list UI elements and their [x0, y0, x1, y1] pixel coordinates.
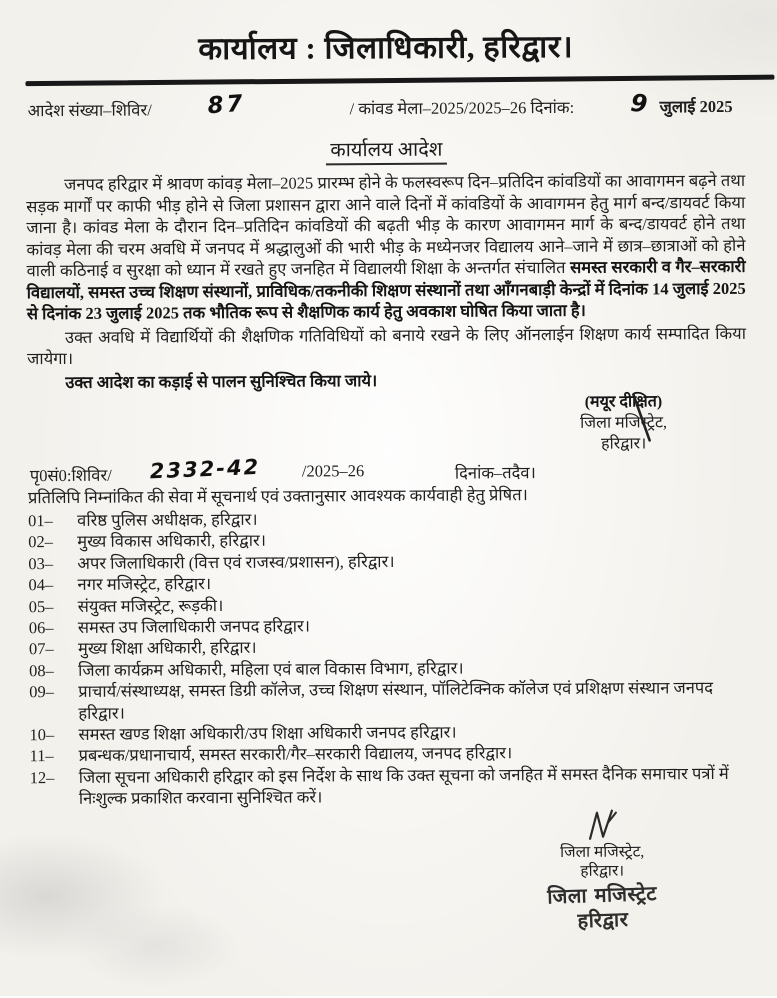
recipient-number: 03– — [28, 553, 54, 574]
recipient-text: नगर मजिस्ट्रेट, हरिद्वार। — [77, 574, 212, 595]
recipient-text: जिला कार्यक्रम अधिकारी, महिला एवं बाल विकास विभाग, हरिद्वार। — [77, 658, 464, 680]
signatory-name: (मयूर दीक्षित) — [584, 393, 663, 411]
signatory-place: हरिद्वार। — [601, 435, 647, 453]
recipient-row — [29, 677, 752, 724]
signatory-title: जिला मजिस्ट्रेट, — [580, 414, 668, 432]
recipient-number: 01– — [28, 511, 53, 531]
office-header-title: कार्यालय : जिलाधिकारी, हरिद्वार। — [198, 28, 574, 67]
recipient-text: प्राचार्य/संस्थाध्यक्ष, समस्त डिग्री कॉलेज, उच्च शिक्षण संस्थान, पॉलिटेक्निक कॉलेज एवं प्रशिक्षण संस्थान जनपद हरिद्वार। — [78, 678, 714, 723]
recipient-number: 10– — [29, 725, 55, 745]
recipient-text: समस्त उप जिलाधिकारी जनपद हरिद्वार। — [77, 616, 311, 637]
handwritten-date-day: 9 — [629, 88, 649, 119]
recipient-number: 02– — [28, 532, 54, 552]
compliance-paragraph: उक्त आदेश का कड़ाई से पालन सुनिश्चित किया जाये। — [65, 370, 378, 392]
reference-number-line — [0, 454, 777, 487]
recipient-number: 05– — [28, 596, 54, 616]
recipient-number: 12– — [29, 767, 55, 788]
recipient-text: संयुक्त मजिस्ट्रेट, रूड़की। — [77, 595, 224, 616]
signatory-block — [518, 391, 728, 455]
recipient-number: 06– — [28, 618, 54, 638]
recipient-text: मुख्य शिक्षा अधिकारी, हरिद्वार। — [77, 638, 257, 659]
online-teaching-paragraph: उक्त अवधि में विद्यार्थियों की शैक्षणिक गतिविधियों को बनाये रखने के लिए ऑनलाईन शिक्षण कार्य सम्पादित किया जायेगा। — [27, 323, 747, 369]
signature-stroke-icon — [627, 392, 655, 444]
recipient-text: मुख्य विकास अधिकारी, हरिद्वार। — [77, 531, 267, 552]
reference-label: पृ0सं0:शिविर/ — [29, 465, 112, 486]
order-number-line — [0, 89, 775, 130]
office-stamp — [487, 879, 718, 936]
order-reference-text: / कांवड मेला–2025/2025–26 दिनांक: — [349, 97, 575, 119]
bottom-signatory-title: जिला मजिस्ट्रेट, — [559, 843, 645, 861]
recipient-text: वरिष्ठ पुलिस अधीक्षक, हरिद्वार। — [77, 509, 258, 530]
stamp-title: जिला मजिस्ट्रेट — [546, 880, 658, 909]
bottom-signatory-place: हरिद्वार। — [580, 862, 625, 880]
handwritten-reference-number: 2332-42 — [149, 454, 261, 484]
recipient-number: 04– — [28, 575, 54, 595]
bottom-signature-block — [487, 808, 718, 933]
recipient-row — [30, 763, 753, 810]
recipient-text: प्रबन्धक/प्रधानाचार्य, समस्त सरकारी/गैर–सरकारी विद्यालय, जनपद हरिद्वार। — [78, 743, 513, 766]
recipient-text: समस्त खण्ड शिक्षा अधिकारी/उप शिक्षा अधिकारी जनपद हरिद्वार। — [78, 722, 457, 744]
document-title — [0, 133, 775, 165]
copy-forwarding-line: प्रतिलिपि निम्नांकित की सेवा में सूचनार्थ एवं उक्तानुसार आवश्यक कार्यवाही हेतु प्रेषित। — [27, 485, 528, 508]
recipient-text: जिला सूचना अधिकारी हरिद्वार को इस निर्देश के साथ कि उक्त सूचना को जनहित में समस्त दैनिक समाचार पत्रों में निःशुल्क प्रकाशित करवाना सुनिश्चित करें। — [78, 763, 729, 809]
signature-squiggle-icon — [487, 808, 717, 843]
order-date-month-year: जुलाई 2025 — [659, 96, 733, 117]
reference-year-suffix: /2025–26 — [301, 461, 365, 481]
recipient-number: 08– — [28, 660, 54, 681]
recipient-text: अपर जिलाधिकारी (वित्त एवं राजस्व/प्रशासन), हरिद्वार। — [77, 551, 395, 573]
main-order-paragraph — [26, 170, 746, 325]
header-divider-rule — [25, 75, 774, 87]
order-number-label: आदेश संख्या–शिविर/ — [27, 100, 152, 121]
paragraph-normal-text: जनपद हरिद्वार में श्रावण कांवड़ मेला–2025 प्रारम्भ होने के फलस्वरूप दिन–प्रतिदिन कांवडियों का आवागमन बढ़ने तथा सड़क मार्गों पर काफी भीड़ होने से जिला प्रशासन द्वारा आने वाले दिनों में कांवडियों के आवागमन हेतु मार्ग बन्द/डायवर्ट किया जाना है। कांवड मेला के दौरान दिन–प्रतिदिन कांवडियों की बढ़ती भीड़ के कारण आवागमन मार्ग के बन्द/डायवर्ट होने तथा कांवड़ मेला की चरम अवधि में जनपद में श्रद्धालुओं की भारी भीड़ के मध्येनजर विद्यालय आने–जाने में छात्र–छात्राओं को होने वाली कठिनाई व सुरक्षा को ध्यान में रखते हुए जनहित में विद्यालयी शिक्षा के अन्तर्गत संचालित — [26, 170, 746, 281]
paragraph-bold-holiday-text: समस्त सरकारी व गैर–सरकारी विद्यालयों, समस्त उच्च शिक्षण संस्थानों, प्राविधिक/तकनीकी शिक्षण संस्थानों तथा आँगनबाड़ी केन्द्रों में दिनांक 14 जुलाई 2025 से दिनांक 23 जुलाई 2025 तक भौतिक रूप से शैक्षणिक कार्य हेतु अवकाश घोषित किया जाता है। — [26, 256, 746, 324]
handwritten-order-number: 87 — [206, 90, 247, 120]
reference-date-text: दिनांक–तदैव। — [454, 463, 536, 483]
recipient-number: 11– — [29, 746, 54, 766]
recipient-list — [28, 506, 753, 810]
recipient-number: 07– — [28, 639, 54, 659]
document-title-text: कार्यालय आदेश — [326, 139, 446, 166]
recipient-number: 09– — [29, 682, 54, 702]
stamp-place: हरिद्वार — [577, 906, 629, 933]
